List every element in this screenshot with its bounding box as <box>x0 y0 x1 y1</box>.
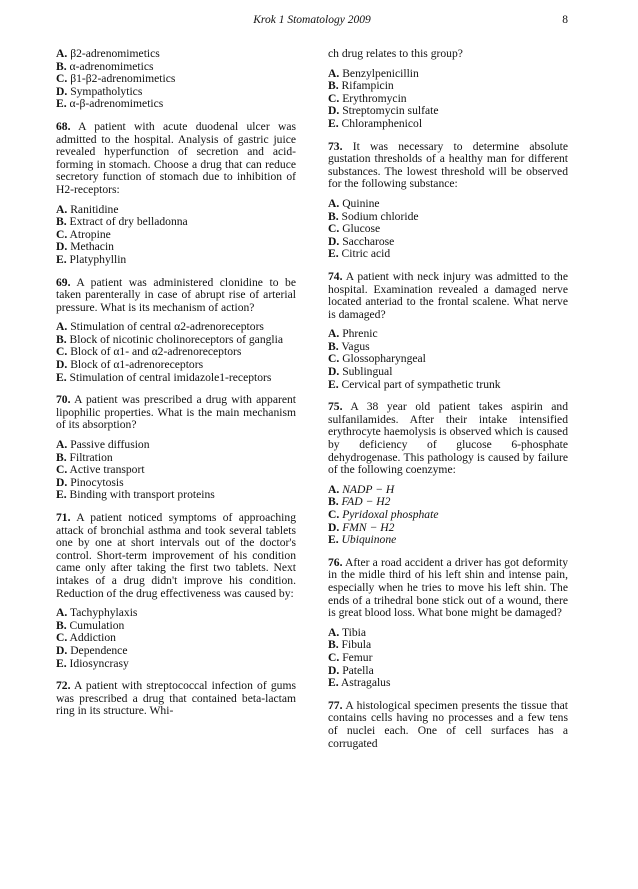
option: C. Active transport <box>56 463 145 477</box>
option: B. Fibula <box>328 638 372 652</box>
option: A. Stimulation of central α2-adrenoreceptors <box>56 320 264 334</box>
question-75: 75. A 38 year old patient takes aspirin and sulfanilamides. After their intake intensified erythrocyte haemolysis is observed which is caused by deficiency of glucose 6-phosphate dehydrogenase. This pathology is caused by failure of the following coenzyme: <box>328 400 569 477</box>
option: E. Ubiquinone <box>328 533 397 547</box>
option: D. Sublingual <box>328 365 393 379</box>
option: E. Idiosyncrasy <box>56 656 129 670</box>
option: B. Filtration <box>56 450 113 464</box>
option: A. Quinine <box>328 196 380 210</box>
option: A. Phrenic <box>328 327 378 341</box>
option: E. Citric acid <box>328 247 391 261</box>
option: D. Sympatholytics <box>56 84 143 98</box>
question-68: 68. A patient with acute duodenal ulcer was admitted to the hospital. Analysis of gastric juice revealed hyperfunction of secretion and acid-forming in stomach. Choose a drug that can reduce secretory function of stomach due to inhibition of H2-receptors: <box>56 119 297 196</box>
question-69: 69. A patient was administered clonidine to be taken parenterally in case of abrupt rise of arterial pressure. What is its mechanism of action? <box>56 275 296 314</box>
option: A. Passive diffusion <box>56 438 150 452</box>
option: D. Streptomycin sulfate <box>328 104 439 118</box>
question-76: 76. After a road accident a driver has got deformity in the midle third of his left shin and intense pain, especially when he tries to move his left shin. The ends of a trihedral bone stick out of a wound, there is great blood loss. What bone might be damaged? <box>328 555 568 620</box>
left-column <box>56 48 296 725</box>
option: B. Cumulation <box>56 618 125 632</box>
option: E. Chloramphenicol <box>328 116 423 130</box>
option: D. Block of α1-adrenoreceptors <box>56 358 204 372</box>
option: A. NADP − H <box>328 482 395 496</box>
option: C. Glucose <box>328 222 381 236</box>
option: E. Platyphyllin <box>56 252 127 266</box>
option: B. Extract of dry belladonna <box>56 215 188 229</box>
question-77: 77. A histological specimen presents the tissue that contains cells having no processes and a few tens of nuclei each. One of cell surfaces has a corrugated <box>328 698 568 750</box>
option: B. FAD − H2 <box>328 495 391 509</box>
option: A. β2-adrenomimetics <box>56 47 160 60</box>
question-71: 71. A patient noticed symptoms of approaching attack of bronchial asthma and took several tablets one by one at short intervals out of the doctor's control. Short-term improvement of his condition came only after taking the first two tablets. Next intakes of a drug didn't improve his condition. Reduction of the drug effectiveness was caused by: <box>56 511 296 600</box>
question-73-options <box>328 198 568 261</box>
prev-question-options <box>56 48 296 111</box>
option: A. Tibia <box>328 625 367 639</box>
option: E. Stimulation of central imidazole1-receptors <box>56 370 272 384</box>
option: C. Atropine <box>56 227 111 241</box>
option: B. Rifampicin <box>328 79 394 93</box>
option: C. Femur <box>328 650 373 664</box>
right-column <box>328 48 568 757</box>
question-72: 72. A patient with streptococcal infection of gums was prescribed a drug that contained beta-lactam ring in its structure. Whi- <box>56 679 296 718</box>
question-74: 74. A patient with neck injury was admitted to the hospital. Examination revealed a damaged nerve located anteriad to the frontal scalene. What nerve is damaged? <box>328 269 568 321</box>
option: D. Patella <box>328 663 374 677</box>
question-75-options <box>328 484 568 547</box>
option: D. Saccharose <box>328 234 395 248</box>
question-74-options <box>328 328 568 391</box>
option: C. Pyridoxal phosphate <box>328 508 439 521</box>
option: C. β1-β2-adrenomimetics <box>56 72 176 86</box>
option: E. Binding with transport proteins <box>56 488 215 502</box>
option: B. Sodium chloride <box>328 209 419 223</box>
question-68-options <box>56 204 296 267</box>
question-69-options <box>56 321 296 384</box>
option: D. Methacin <box>56 240 114 254</box>
question-71-options <box>56 607 296 670</box>
option: E. Cervical part of sympathetic trunk <box>328 377 501 391</box>
option: C. Erythromycin <box>328 91 407 105</box>
option: D. FMN − H2 <box>328 520 395 534</box>
question-73: 73. It was necessary to determine absolute gustation thresholds of a healthy man for different substances. The lowest threshold will be observed for the following substance: <box>328 139 568 191</box>
option: A. Tachyphylaxis <box>56 606 138 620</box>
header-title: Krok 1 Stomatology 2009 <box>253 14 371 26</box>
option: E. Astragalus <box>328 676 391 690</box>
option: B. Block of nicotinic cholinoreceptors of ganglia <box>56 332 284 346</box>
question-70: 70. A patient was prescribed a drug with apparent lipophilic properties. What is the main mechanism of its absorption? <box>56 393 296 432</box>
option: D. Pinocytosis <box>56 475 124 489</box>
option: C. Glossopharyngeal <box>328 352 426 366</box>
option: B. α-adrenomimetics <box>56 59 154 73</box>
option: C. Addiction <box>56 631 116 645</box>
option: D. Dependence <box>56 643 128 657</box>
question-76-options <box>328 627 568 690</box>
page-header <box>56 14 568 30</box>
question-72-options <box>328 68 568 131</box>
option: A. Ranitidine <box>56 202 119 216</box>
option: C. Block of α1- and α2-adrenoreceptors <box>56 345 242 359</box>
option: A. Benzylpenicillin <box>328 66 419 80</box>
page-number: 8 <box>562 14 568 26</box>
question-70-options <box>56 439 296 502</box>
question-72-continued: ch drug relates to this group? <box>328 47 463 60</box>
option: B. Vagus <box>328 339 370 353</box>
option: E. α-β-adrenomimetics <box>56 97 164 111</box>
